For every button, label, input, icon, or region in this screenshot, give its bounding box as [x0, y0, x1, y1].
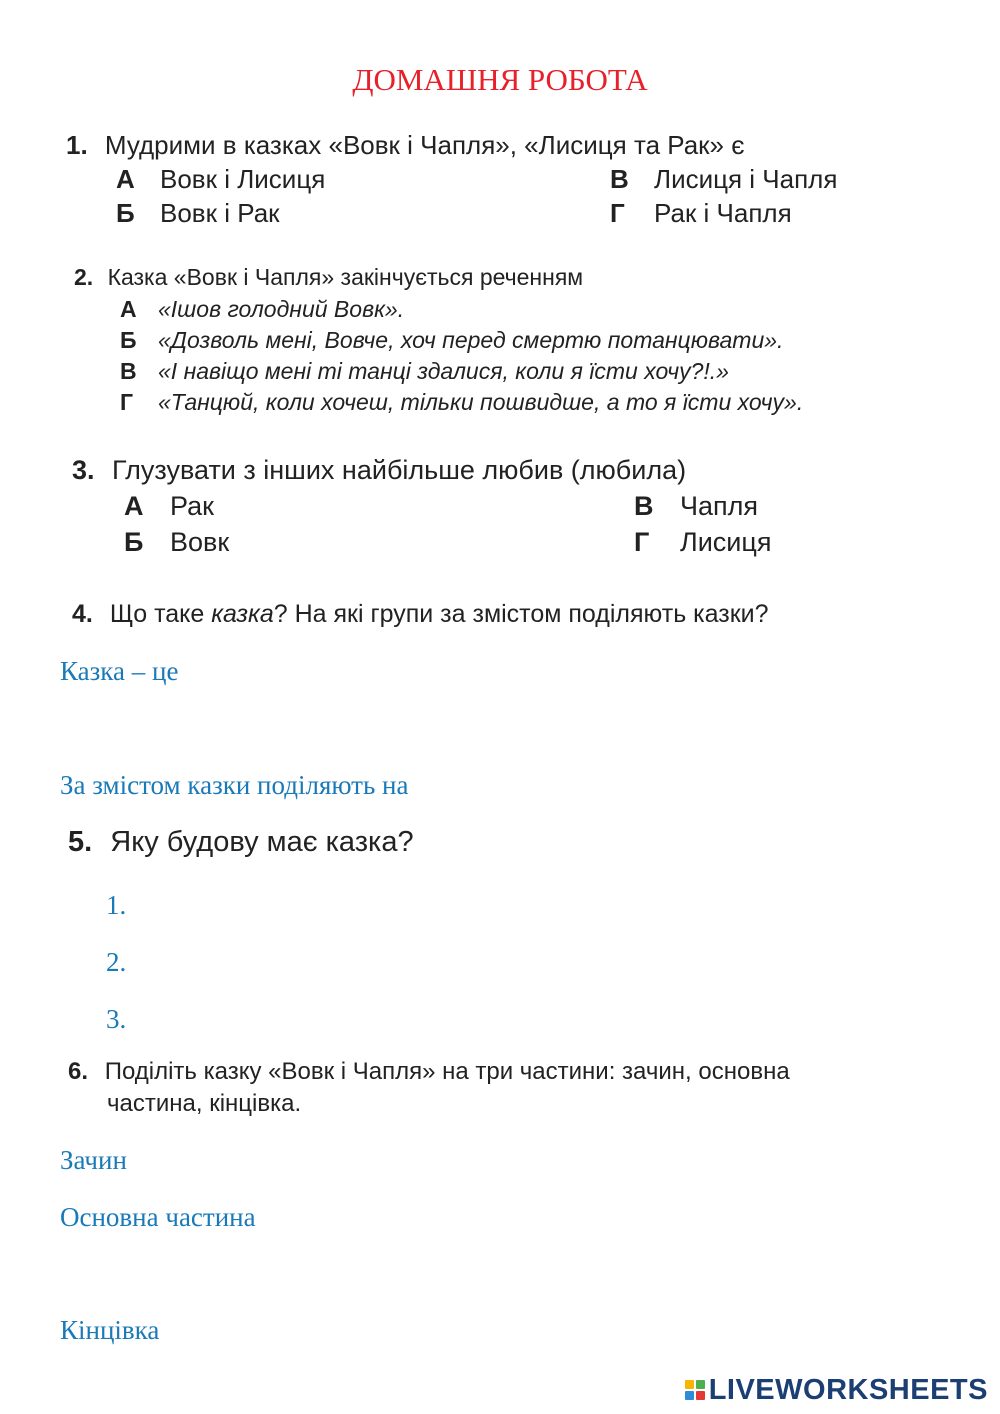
logo-square	[685, 1380, 694, 1389]
option-text: «І навіщо мені ті танці здалися, коли я їсти хочу?!.»	[158, 358, 729, 384]
question-number: 1.	[66, 130, 88, 160]
option-letter: Г	[120, 389, 134, 415]
option-letter: А	[120, 296, 137, 322]
question-3	[72, 455, 686, 486]
logo-square	[685, 1391, 694, 1400]
option-text: Вовк і Лисиця	[160, 164, 326, 194]
option-letter: Г	[634, 527, 650, 557]
question-6	[68, 1058, 790, 1086]
option-text: «Ішов голодний Вовк».	[158, 296, 405, 322]
option-letter: Б	[124, 527, 144, 557]
question-number: 6.	[68, 1058, 89, 1085]
option-text: Вовк і Рак	[160, 198, 280, 228]
question-text: Глузувати з інших найбільше любив (любила)	[112, 455, 687, 485]
logo-text: LIVEWORKSHEETS	[708, 1373, 988, 1406]
option-text: Вовк	[170, 527, 230, 557]
question-2	[74, 264, 583, 291]
question-number: 3.	[72, 455, 95, 485]
answer-label-groups: За змістом казки поділяють на	[60, 770, 409, 800]
page-title: ДОМАШНЯ РОБОТА	[352, 62, 648, 97]
question-text: Яку будову має казка?	[110, 826, 414, 858]
option-letter: В	[634, 491, 654, 521]
logo-squares-icon	[685, 1380, 705, 1400]
option-text: Чапля	[680, 491, 759, 521]
structure-item-2: 2.	[106, 947, 127, 977]
logo-square	[696, 1380, 705, 1389]
part-label-ending: Кінцівка	[60, 1315, 160, 1345]
structure-item-3: 3.	[106, 1004, 127, 1034]
question-text: Казка «Вовк і Чапля» закінчується реченням	[107, 264, 584, 290]
question-text-line1: Поділіть казку «Вовк і Чапля» на три частини: зачин, основна	[104, 1058, 790, 1085]
option-text: Рак	[170, 491, 214, 521]
part-label-beginning: Зачин	[60, 1145, 127, 1175]
option-text: «Дозволь мені, Вовче, хоч перед смертю потанцювати».	[158, 327, 784, 353]
option-letter: В	[120, 358, 137, 384]
option-letter: В	[610, 164, 629, 194]
question-text-line2: частина, кінцівка.	[107, 1090, 302, 1117]
question-number: 4.	[72, 600, 93, 628]
option-text: Лисиця	[680, 527, 772, 557]
question-5	[68, 826, 414, 859]
liveworksheets-logo	[685, 1373, 988, 1407]
question-text: Мудрими в казках «Вовк і Чапля», «Лисиця та Рак» є	[104, 130, 745, 160]
answer-label-definition: Казка – це	[60, 656, 179, 686]
question-number: 5.	[68, 826, 93, 858]
question-number: 2.	[74, 264, 94, 290]
question-text-before: Що таке	[109, 600, 212, 628]
option-letter: А	[116, 164, 135, 194]
option-text: Лисиця і Чапля	[654, 164, 838, 194]
option-letter: Б	[120, 327, 137, 353]
option-letter: Б	[116, 198, 135, 228]
question-text-after: ? На які групи за змістом поділяють казки?	[273, 600, 769, 628]
structure-item-1: 1.	[106, 890, 127, 920]
option-letter: А	[124, 491, 144, 521]
option-letter: Г	[610, 198, 625, 228]
option-text: «Танцюй, коли хочеш, тільки пошвидше, а то я їсти хочу».	[158, 389, 804, 415]
question-1	[66, 130, 745, 161]
option-text: Рак і Чапля	[654, 198, 792, 228]
question-text-italic: казка	[211, 600, 274, 628]
question-4	[72, 600, 769, 629]
logo-square	[696, 1391, 705, 1400]
part-label-main: Основна частина	[60, 1202, 256, 1232]
